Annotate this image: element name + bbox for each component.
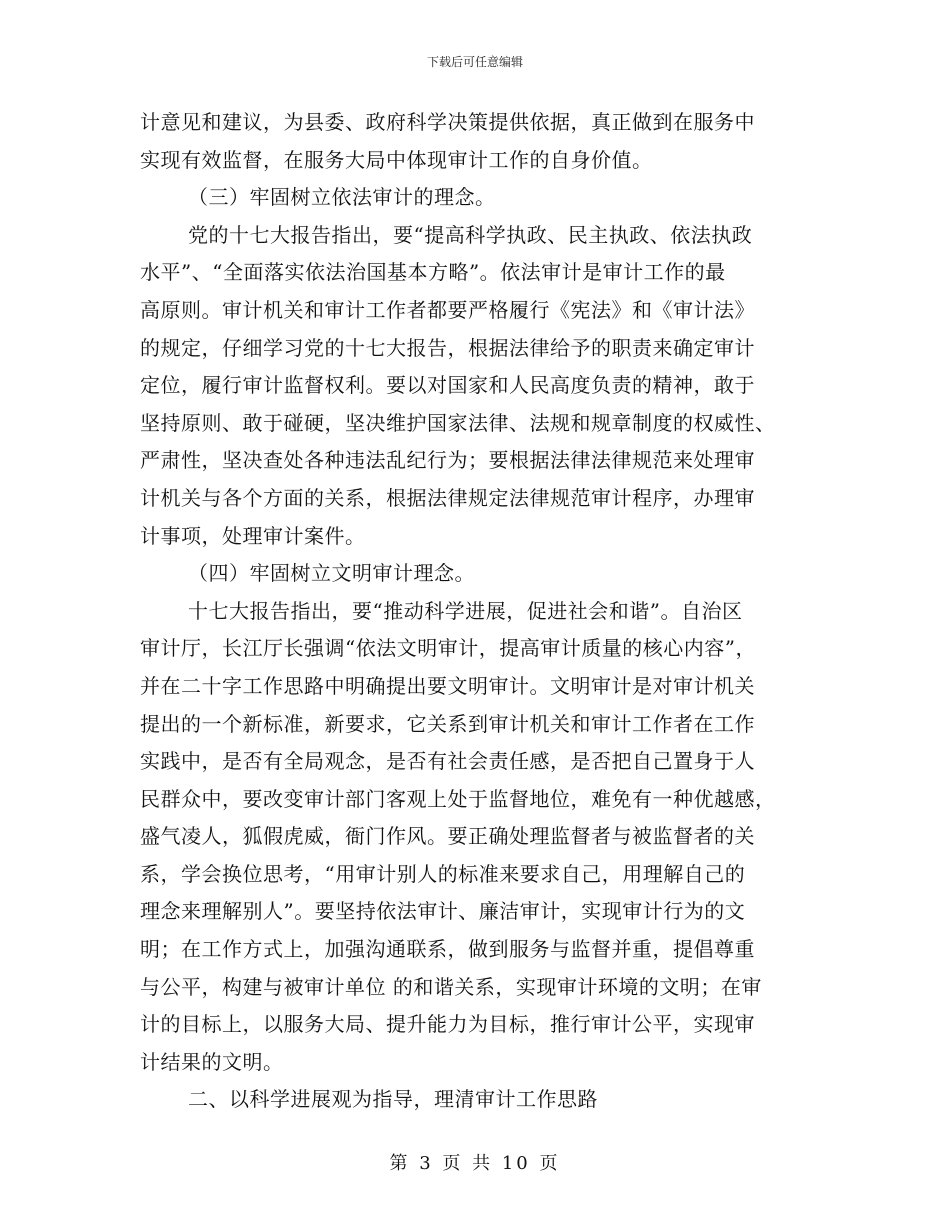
body-line: 坚持原则、敢于碰硬，坚决维护国家法律、法规和规章制度的权威性、 (140, 410, 776, 435)
body-line: 定位，履行审计监督权利。要以对国家和人民高度负责的精神，敢于 (140, 373, 755, 398)
body-line: 高原则。审计机关和审计工作者都要严格履行《宪法》和《审计法》 (140, 297, 755, 322)
body-line: 民群众中，要改变审计部门客观上处于监督地位，难免有一种优越感， (140, 786, 776, 811)
body-line: 并在二十字工作思路中明确提出要文明审计。文明审计是对审计机关 (140, 673, 755, 698)
section-heading: （四）牢固树立文明审计理念。 (188, 561, 475, 586)
section-heading: 二、以科学进展观为指导，理清审计工作思路 (188, 1087, 598, 1112)
body-line: 水平”、“全面落实依法治国基本方略”。依法审计是审计工作的最 (140, 260, 726, 285)
page-header: 下载后可任意编辑 (426, 55, 523, 69)
section-heading: （三）牢固树立依法审计的理念。 (188, 185, 496, 210)
document-body (140, 104, 820, 1119)
body-line: 计意见和建议，为县委、政府科学决策提供依据，真正做到在服务中 (140, 110, 755, 134)
body-line: 明；在工作方式上，加强沟通联系，做到服务与监督并重，提倡尊重 (140, 937, 755, 962)
body-line: 系，学会换位思考，“用审计别人的标准来要求自己，用理解自己的 (140, 861, 746, 886)
body-line: 严肃性，坚决查处各种违法乱纪行为；要根据法律法律规范来处理审 (140, 448, 755, 473)
body-line: 盛气凌人，狐假虎威，衙门作风。要正确处理监督者与被监督者的关 (140, 824, 755, 849)
body-line: 计事项，处理审计案件。 (140, 523, 366, 548)
body-line: 理念来理解别人”。要坚持依法审计、廉洁审计，实现审计行为的文 (140, 899, 746, 924)
body-line: 实践中，是否有全局观念，是否有社会责任感，是否把自己置身于人 (140, 749, 755, 774)
body-line: 计结果的文明。 (140, 1049, 284, 1074)
body-line: 实现有效监督，在服务大局中体现审计工作的自身价值。 (140, 147, 653, 172)
body-line: 计机关与各个方面的关系，根据法律规定法律规范审计程序，办理审 (140, 485, 755, 510)
page-footer: 第 3 页 共 10 页 (389, 1153, 561, 1174)
body-line: 提出的一个新标准，新要求，它关系到审计机关和审计工作者在工作 (140, 711, 755, 736)
body-line: 审计厅，长江厅长强调“依法文明审计，提高审计质量的核心内容”， (140, 636, 756, 661)
body-line: 计的目标上，以服务大局、提升能力为目标，推行审计公平，实现审 (140, 1012, 755, 1037)
body-line: 与公平，构建与被审计单位 的和谐关系，实现审计环境的文明；在审 (140, 974, 762, 999)
body-line: 十七大报告指出，要“推动科学进展，促进社会和谐”。自治区 (188, 598, 743, 623)
body-line: 党的十七大报告指出，要“提高科学执政、民主执政、依法执政 (188, 222, 753, 247)
body-line: 的规定，仔细学习党的十七大报告，根据法律给予的职责来确定审计 (140, 335, 755, 360)
